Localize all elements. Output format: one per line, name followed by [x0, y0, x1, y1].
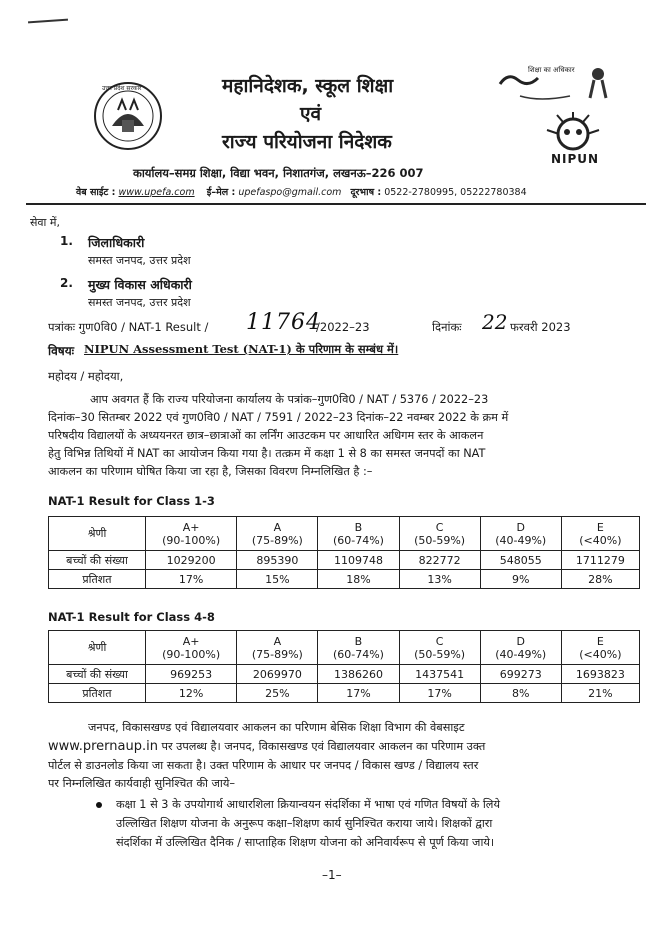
pct-cell: 17%	[318, 684, 399, 703]
grade-cell: E (<40%)	[561, 517, 639, 551]
para1-line4: हेतु विभिन्न तिथियों में NAT का आयोजन किया गया है। तत्क्रम में कक्षा 1 से 8 का समस्त जनपदों का NAT	[48, 447, 486, 460]
count-cell: 1109748	[318, 551, 399, 570]
date-label: दिनांकः	[432, 320, 462, 334]
grade-cell: C (50-59%)	[399, 631, 480, 665]
letter-number: 11764	[246, 310, 321, 335]
pct-cell: 17%	[146, 570, 237, 589]
table1-title: NAT-1 Result for Class 1-3	[48, 494, 215, 508]
count-label: बच्चों की संख्या	[49, 551, 146, 570]
phone-numbers: 0522-2780995, 05222780384	[384, 187, 527, 198]
pct-cell: 25%	[237, 684, 318, 703]
contact-line	[76, 185, 527, 198]
emblem-text: उत्तर प्रदेश सरकार	[102, 85, 142, 92]
nipun-logo	[535, 112, 611, 170]
count-cell: 1029200	[146, 551, 237, 570]
grade-cell: D (40-49%)	[480, 631, 561, 665]
letter-year: /2022–23	[316, 320, 370, 334]
salutation: महोदय / महोदया,	[48, 369, 124, 383]
count-cell: 699273	[480, 665, 561, 684]
subject-text: NIPUN Assessment Test (NAT-1) के परिणाम के सम्बंध में।	[84, 342, 399, 356]
page-number: –1–	[322, 868, 342, 882]
website-link[interactable]: www.upefa.com	[118, 187, 195, 198]
grade-cell: B (60-74%)	[318, 631, 399, 665]
grade-cell: A+ (90-100%)	[146, 631, 237, 665]
nipun-logo-text: NIPUN	[551, 152, 600, 166]
rte-logo-text: शिक्षा का अधिकार	[528, 66, 575, 74]
count-cell: 548055	[480, 551, 561, 570]
para2-line3: पोर्टल से डाउनलोड किया जा सकता है। उक्त परिणाम के आधार पर जनपद / विकास खण्ड / विद्यालय स्तर	[48, 759, 479, 772]
grade-cell: A+ (90-100%)	[146, 517, 237, 551]
count-label: बच्चों की संख्या	[49, 665, 146, 684]
email-label: ई–मेल :	[206, 187, 236, 198]
pct-label: प्रतिशत	[49, 570, 146, 589]
count-cell: 1693823	[561, 665, 639, 684]
para1-line3: परिषदीय विद्यालयों के अध्ययनरत छात्र–छात्राओं का लर्निंग आउटकम पर आधारित अधिगम स्तर के आकलन	[48, 429, 484, 442]
pct-cell: 15%	[237, 570, 318, 589]
grade-cell: E (<40%)	[561, 631, 639, 665]
pen-mark	[28, 19, 68, 24]
seva-label: सेवा में,	[30, 216, 60, 229]
para2-line1: जनपद, विकासखण्ड एवं विद्यालयवार आकलन का परिणाम बेसिक शिक्षा विभाग की वेबसाइट	[88, 721, 465, 734]
subject-label: विषयः	[48, 344, 75, 358]
row-head-shreni: श्रेणी	[49, 631, 146, 665]
grade-cell: C (50-59%)	[399, 517, 480, 551]
para2-line2-text: पर उपलब्ध है। जनपद, विकासखण्ड एवं विद्यालयवार आकलन का परिणाम उक्त	[157, 740, 486, 753]
bullet-line1: कक्षा 1 से 3 के उपयोगार्थ आधारशिला क्रियान्वयन संदर्शिका में भाषा एवं गणित विषयों के लिये	[116, 798, 501, 811]
header-divider	[26, 203, 646, 205]
count-cell: 895390	[237, 551, 318, 570]
para1-line2: दिनांक–30 सितम्बर 2022 एवं गुण0वि0 / NAT / 7591 / 2022–23 दिनांक–22 नवम्बर 2022 के क्रम में	[48, 411, 509, 424]
date-day: 22	[482, 310, 508, 334]
phone-label: दूरभाष :	[350, 187, 382, 198]
result-table-class-4-8	[48, 630, 640, 703]
para1-line1: आप अवगत हैं कि राज्य परियोजना कार्यालय के पत्रांक–गुण0वि0 / NAT / 5376 / 2022–23	[90, 393, 489, 406]
grade-cell: D (40-49%)	[480, 517, 561, 551]
grade-cell: A (75-89%)	[237, 631, 318, 665]
bullet-icon	[96, 802, 102, 808]
email-link[interactable]: upefaspo@gmail.com	[238, 187, 342, 198]
para2-line4: पर निम्नलिखित कार्यवाही सुनिश्चित की जाये–	[48, 777, 236, 790]
rte-logo	[490, 62, 610, 106]
patrank-label: पत्रांकः गुण0वि0 / NAT-1 Result /	[48, 320, 209, 334]
title-line1: महानिदेशक, स्कूल शिक्षा	[222, 75, 394, 97]
pct-cell: 18%	[318, 570, 399, 589]
addressee-1-num: 1.	[60, 234, 73, 248]
grade-cell: A (75-89%)	[237, 517, 318, 551]
grade-cell: B (60-74%)	[318, 517, 399, 551]
bullet-line3: संदर्शिका में उल्लिखित दैनिक / साप्ताहिक शिक्षण योजना को अनिवार्यरूप से पूर्ण किया जाये।	[116, 836, 495, 849]
addressee-2-num: 2.	[60, 276, 73, 290]
count-cell: 1437541	[399, 665, 480, 684]
addressee-2-title: मुख्य विकास अधिकारी	[88, 277, 192, 292]
para1-line5: आकलन का परिणाम घोषित किया जा रहा है, जिसका विवरण निम्नलिखित है :–	[48, 465, 373, 478]
para2-line2	[48, 739, 485, 754]
office-address: कार्यालय–समग्र शिक्षा, विद्या भवन, निशातगंज, लखनऊ–226 007	[133, 166, 424, 180]
addressee-1-title: जिलाधिकारी	[88, 235, 145, 250]
pct-cell: 17%	[399, 684, 480, 703]
count-cell: 822772	[399, 551, 480, 570]
website-label: वेब साईट :	[76, 187, 116, 198]
count-cell: 2069970	[237, 665, 318, 684]
row-head-shreni: श्रेणी	[49, 517, 146, 551]
pct-cell: 8%	[480, 684, 561, 703]
result-table-class-1-3	[48, 516, 640, 589]
pct-cell: 12%	[146, 684, 237, 703]
pct-cell: 21%	[561, 684, 639, 703]
table2-title: NAT-1 Result for Class 4-8	[48, 610, 215, 624]
prernaup-link[interactable]: www.prernaup.in	[48, 739, 158, 754]
count-cell: 969253	[146, 665, 237, 684]
date-rest: फरवरी 2023	[510, 320, 571, 334]
title-line2: एवं	[300, 103, 322, 125]
pct-cell: 13%	[399, 570, 480, 589]
bullet-line2: उल्लिखित शिक्षण योजना के अनुरूप कक्षा–शिक्षण कार्य सुनिश्चित कराया जाये। शिक्षकों द्वारा	[116, 817, 493, 830]
pct-cell: 28%	[561, 570, 639, 589]
pct-cell: 9%	[480, 570, 561, 589]
count-cell: 1711279	[561, 551, 639, 570]
pct-label: प्रतिशत	[49, 684, 146, 703]
addressee-1-sub: समस्त जनपद, उत्तर प्रदेश	[88, 254, 191, 267]
addressee-2-sub: समस्त जनपद, उत्तर प्रदेश	[88, 296, 191, 309]
up-government-emblem	[92, 80, 164, 152]
title-line3: राज्य परियोजना निदेशक	[222, 131, 392, 153]
count-cell: 1386260	[318, 665, 399, 684]
